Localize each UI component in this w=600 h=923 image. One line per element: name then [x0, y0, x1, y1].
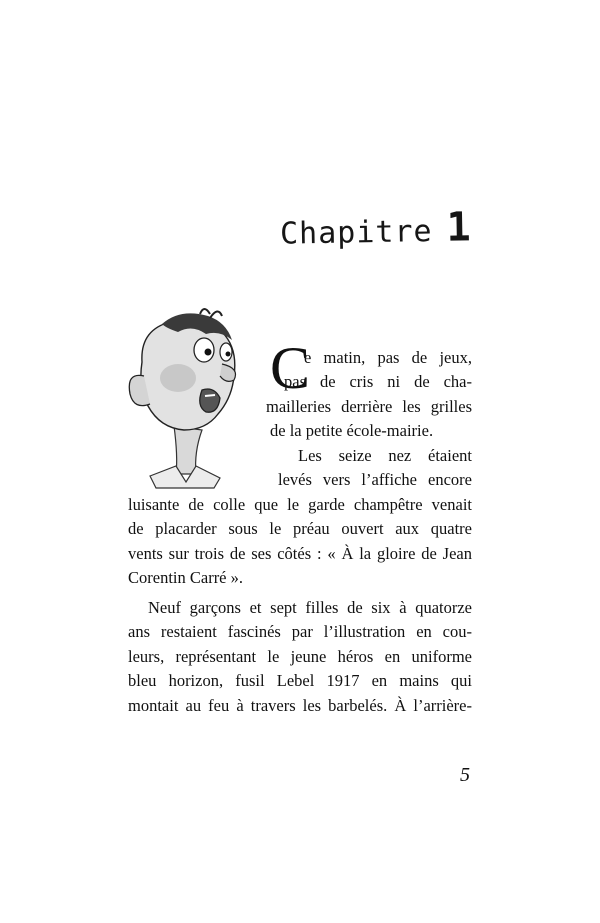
drop-cap: C: [270, 335, 311, 401]
text-line: bleu horizon, fusil Lebel 1917 en mains qui: [128, 671, 472, 690]
chapter-heading: [280, 204, 472, 253]
text-line: e matin, pas de jeux,: [304, 348, 472, 367]
text-line: de placarder sous le préau ouvert aux quatre: [128, 519, 472, 538]
chapter-number: 1: [446, 204, 473, 251]
text-line: de la petite école-mairie.: [270, 421, 434, 440]
chapter-word: Chapitre: [280, 214, 434, 252]
text-line: Corentin Carré ».: [128, 568, 244, 587]
text-line: levés vers l’affiche encore: [278, 470, 472, 489]
text-line: luisante de colle que le garde champêtre venait: [128, 495, 472, 514]
text-line: ans restaient fascinés par l’illustration en cou-: [128, 622, 472, 641]
text-line: pas de cris ni de cha-: [284, 372, 472, 391]
text-line: vents sur trois de ses côtés : « À la gloire de Jean: [128, 544, 472, 563]
text-line: Neuf garçons et sept filles de six à quatorze: [148, 598, 472, 617]
text-line: montait au feu à travers les barbelés. À l’arrière-: [128, 696, 472, 715]
page-number: 5: [460, 764, 470, 786]
boy-portrait-illustration: [122, 306, 258, 492]
text-line: mailleries derrière les grilles: [266, 397, 472, 416]
text-line: leurs, représentant le jeune héros en uniforme: [128, 647, 472, 666]
text-line: Les seize nez étaient: [298, 446, 472, 465]
